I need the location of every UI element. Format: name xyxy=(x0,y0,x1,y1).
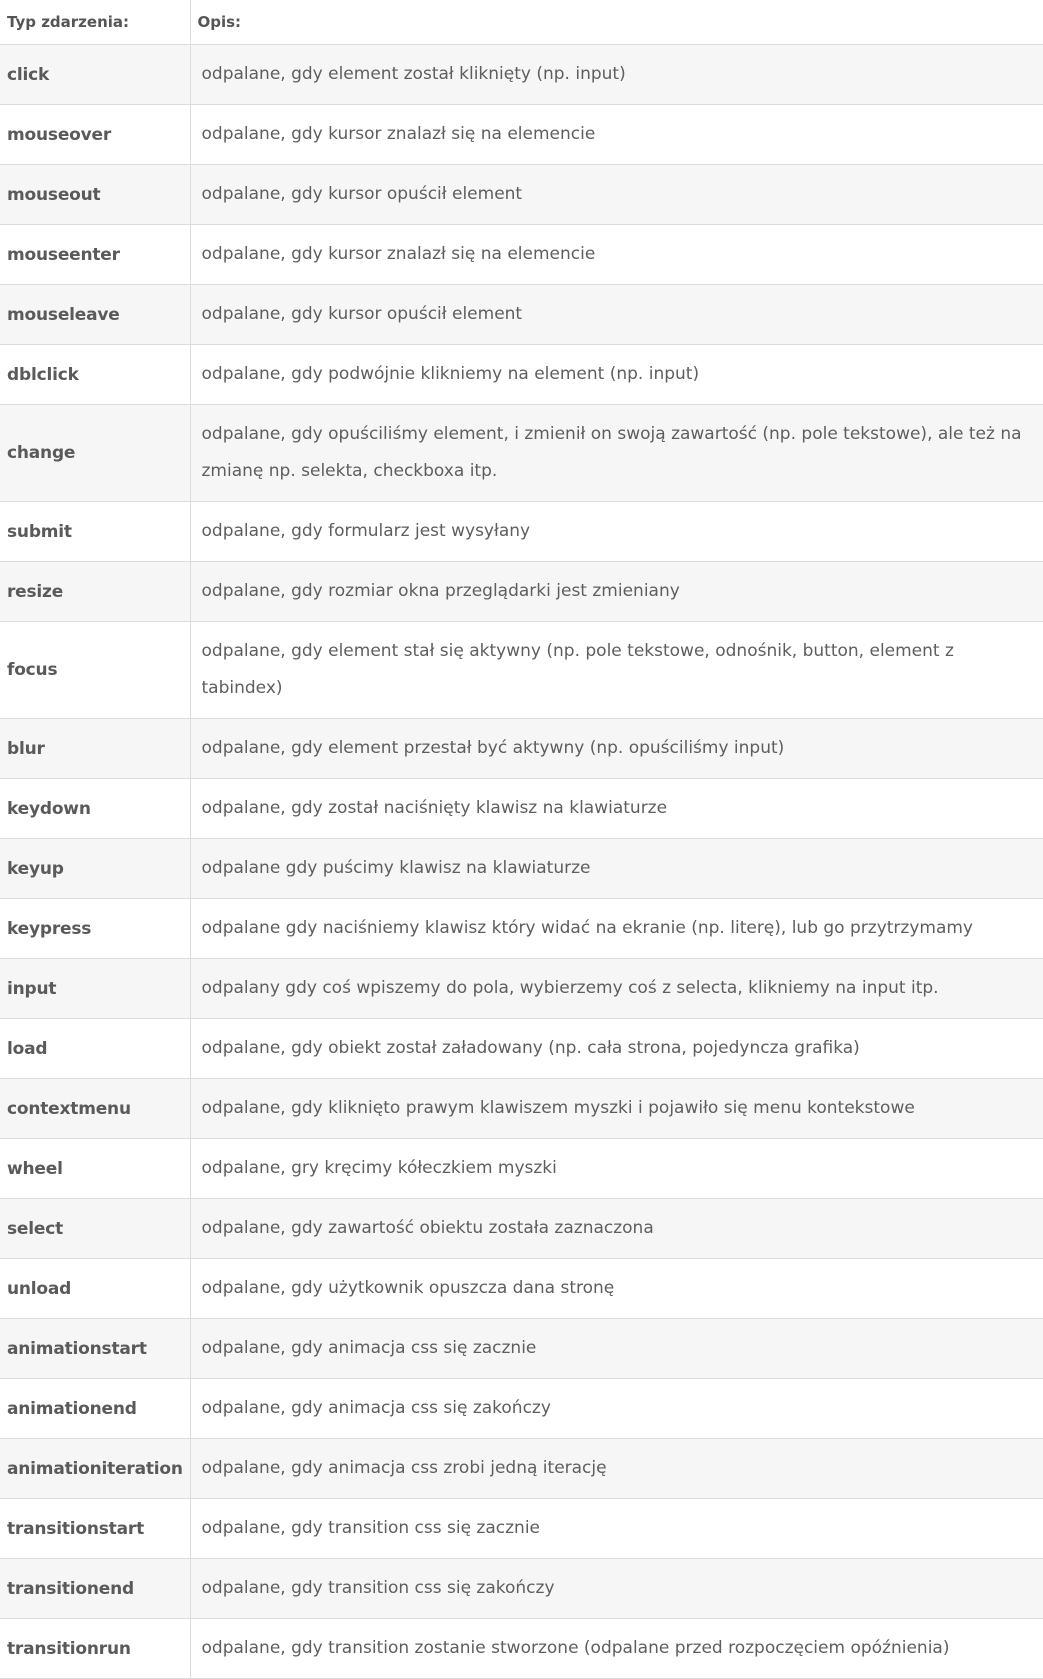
event-description-cell: odpalane, gdy kursor znalazł się na elemencie xyxy=(190,225,1043,285)
table-row xyxy=(0,1439,1043,1499)
table-row xyxy=(0,719,1043,779)
table-row xyxy=(0,1379,1043,1439)
event-description-cell: odpalane, gry kręcimy kółeczkiem myszki xyxy=(190,1139,1043,1199)
event-description-cell: odpalane, gdy transition css się zakończy xyxy=(190,1559,1043,1619)
event-type-cell: load xyxy=(0,1019,190,1079)
event-type-cell: mouseover xyxy=(0,105,190,165)
table-row xyxy=(0,1079,1043,1139)
event-description-cell: odpalane, gdy opuściliśmy element, i zmienił on swoją zawartość (np. pole tekstowe), ale też na zmianę np. selekta, checkboxa itp. xyxy=(190,405,1043,502)
table-row xyxy=(0,1259,1043,1319)
event-type-cell: mouseout xyxy=(0,165,190,225)
table-row xyxy=(0,1199,1043,1259)
event-type-cell: mouseenter xyxy=(0,225,190,285)
event-description-cell: odpalane, gdy animacja css się zakończy xyxy=(190,1379,1043,1439)
table-row xyxy=(0,1559,1043,1619)
header-event-type: Typ zdarzenia: xyxy=(0,0,190,45)
table-row xyxy=(0,839,1043,899)
event-type-cell: select xyxy=(0,1199,190,1259)
event-description-cell: odpalane, gdy rozmiar okna przeglądarki jest zmieniany xyxy=(190,562,1043,622)
event-description-cell: odpalane, gdy podwójnie klikniemy na element (np. input) xyxy=(190,345,1043,405)
event-description-cell: odpalane, gdy element przestał być aktywny (np. opuściliśmy input) xyxy=(190,719,1043,779)
header-description: Opis: xyxy=(190,0,1043,45)
event-description-cell: odpalane, gdy kursor opuścił element xyxy=(190,165,1043,225)
event-type-cell: animationend xyxy=(0,1379,190,1439)
event-type-cell: animationstart xyxy=(0,1319,190,1379)
event-type-cell: keydown xyxy=(0,779,190,839)
table-row xyxy=(0,562,1043,622)
event-description-cell: odpalane, gdy formularz jest wysyłany xyxy=(190,502,1043,562)
event-type-cell: unload xyxy=(0,1259,190,1319)
event-description-cell: odpalane, gdy animacja css się zacznie xyxy=(190,1319,1043,1379)
event-description-cell: odpalane gdy puścimy klawisz na klawiaturze xyxy=(190,839,1043,899)
header-row xyxy=(0,0,1043,45)
table-row xyxy=(0,622,1043,719)
event-type-cell: click xyxy=(0,45,190,105)
event-type-cell: contextmenu xyxy=(0,1079,190,1139)
table-row xyxy=(0,225,1043,285)
table-row xyxy=(0,1499,1043,1559)
event-description-cell: odpalane, gdy element został kliknięty (np. input) xyxy=(190,45,1043,105)
table-row xyxy=(0,1019,1043,1079)
event-description-cell: odpalane, gdy kursor znalazł się na elemencie xyxy=(190,105,1043,165)
event-type-cell: input xyxy=(0,959,190,1019)
event-type-cell: blur xyxy=(0,719,190,779)
event-description-cell: odpalane, gdy element stał się aktywny (np. pole tekstowe, odnośnik, button, element z tabindex) xyxy=(190,622,1043,719)
event-type-cell: animationiteration xyxy=(0,1439,190,1499)
event-description-cell: odpalany gdy coś wpiszemy do pola, wybierzemy coś z selecta, klikniemy na input itp. xyxy=(190,959,1043,1019)
table-row xyxy=(0,105,1043,165)
event-type-cell: transitionrun xyxy=(0,1619,190,1679)
table-row xyxy=(0,45,1043,105)
table-row xyxy=(0,405,1043,502)
table-body xyxy=(0,45,1043,1679)
event-description-cell: odpalane, gdy kursor opuścił element xyxy=(190,285,1043,345)
event-type-cell: wheel xyxy=(0,1139,190,1199)
table-row xyxy=(0,899,1043,959)
table-row xyxy=(0,285,1043,345)
table-row xyxy=(0,1139,1043,1199)
event-type-cell: submit xyxy=(0,502,190,562)
table-row xyxy=(0,345,1043,405)
table-row xyxy=(0,1319,1043,1379)
table-row xyxy=(0,502,1043,562)
table-header xyxy=(0,0,1043,45)
event-type-cell: transitionend xyxy=(0,1559,190,1619)
event-description-cell: odpalane, gdy użytkownik opuszcza dana stronę xyxy=(190,1259,1043,1319)
table-row xyxy=(0,779,1043,839)
event-type-cell: dblclick xyxy=(0,345,190,405)
event-type-cell: keyup xyxy=(0,839,190,899)
event-type-cell: resize xyxy=(0,562,190,622)
event-description-cell: odpalane, gdy animacja css zrobi jedną iterację xyxy=(190,1439,1043,1499)
table-row xyxy=(0,165,1043,225)
event-description-cell: odpalane, gdy zawartość obiektu została zaznaczona xyxy=(190,1199,1043,1259)
event-description-cell: odpalane, gdy transition zostanie stworzone (odpalane przed rozpoczęciem opóźnienia) xyxy=(190,1619,1043,1679)
event-description-cell: odpalane, gdy obiekt został załadowany (np. cała strona, pojedyncza grafika) xyxy=(190,1019,1043,1079)
event-type-cell: change xyxy=(0,405,190,502)
table-row xyxy=(0,1619,1043,1679)
event-description-cell: odpalane gdy naciśniemy klawisz który widać na ekranie (np. literę), lub go przytrzymamy xyxy=(190,899,1043,959)
event-type-cell: transitionstart xyxy=(0,1499,190,1559)
table-row xyxy=(0,959,1043,1019)
event-description-cell: odpalane, gdy został naciśnięty klawisz na klawiaturze xyxy=(190,779,1043,839)
event-description-cell: odpalane, gdy transition css się zacznie xyxy=(190,1499,1043,1559)
event-type-cell: mouseleave xyxy=(0,285,190,345)
event-type-cell: focus xyxy=(0,622,190,719)
event-description-cell: odpalane, gdy kliknięto prawym klawiszem myszki i pojawiło się menu kontekstowe xyxy=(190,1079,1043,1139)
event-type-cell: keypress xyxy=(0,899,190,959)
